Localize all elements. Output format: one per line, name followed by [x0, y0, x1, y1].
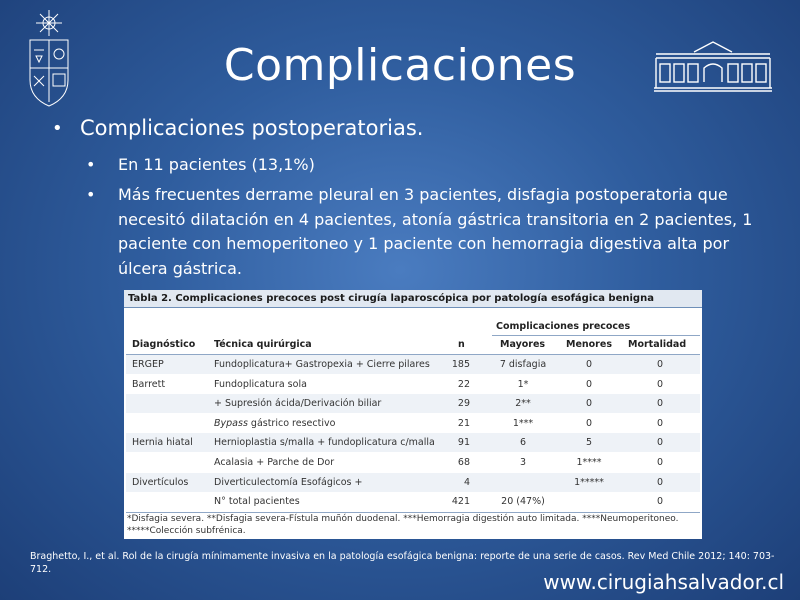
table-cell-mortalidad: 0 [656, 496, 664, 508]
sub-bullet-text: Más frecuentes derrame pleural en 3 pacientes, disfagia postoperatoria que necesitó dilatación en 4 pacientes, atonía gástrica transitoria en 2 pacientes, 1 paciente con hemoperitoneo y 1 paciente con hemorragia digestiva alta por úlcera gástrica. [118, 185, 753, 278]
tecnica-text: Acalasia + Parche de Dor [214, 457, 335, 468]
table-cell-mortalidad: 0 [656, 359, 664, 370]
tecnica-text: Diverticulectomía Esofágicos + [214, 476, 363, 488]
table-cell-n: 4 [463, 476, 470, 488]
header-menores: Menores [566, 339, 612, 350]
complications-table [124, 290, 702, 539]
table-cell-dx: Barrett [132, 378, 166, 390]
bottom-rule [126, 512, 700, 513]
table-cell-menores: 1**** [576, 457, 602, 468]
tecnica-text: N° total pacientes [214, 496, 300, 508]
table-cell-tecnica [214, 453, 334, 472]
slide-title: Complicaciones [223, 40, 577, 91]
table-cell-tecnica [214, 414, 335, 433]
table-cell-mortalidad: 0 [656, 457, 664, 468]
table-cell-menores: 0 [585, 398, 593, 410]
header-n: n [458, 339, 465, 350]
table-cell-tecnica [214, 355, 430, 374]
main-bullet-text: Complicaciones postoperatorias. [80, 116, 424, 140]
table-cell-mortalidad: 0 [656, 378, 664, 390]
table-cell-n: 91 [457, 437, 470, 449]
table-cell-mayores: 3 [519, 457, 527, 468]
footnote: *Disfagia severa. **Disfagia severa-Fístula muñón duodenal. ***Hemorragia digestión auto limitada. ****Neumoperitoneo. [127, 514, 679, 524]
header-diagnostico: Diagnóstico [132, 339, 196, 350]
table-cell-tecnica [214, 473, 362, 492]
table-cell-dx: ERGEP [132, 359, 164, 370]
table-cell-n: 21 [457, 417, 470, 429]
table-cell-n: 22 [457, 378, 470, 390]
table-cell-tecnica [214, 492, 300, 511]
bullet-symbol: • [86, 155, 96, 174]
table-cell-mayores: 6 [519, 437, 527, 449]
table-cell-n: 185 [451, 359, 470, 370]
table-cell-menores: 0 [585, 359, 593, 370]
table-cell-tecnica [214, 375, 307, 394]
sub-bullet-text: En 11 pacientes (13,1%) [118, 155, 315, 174]
table-cell-mortalidad: 0 [656, 398, 664, 410]
citation: Braghetto, I., et al. Rol de la cirugía mínimamente invasiva en la patología esofágica benigna: reporte de una serie de casos. Rev Med Chile 2012; 140: 703-712. [30, 551, 775, 575]
table-cell-dx: Hernia hiatal [132, 437, 193, 449]
table-cell-menores: 1***** [574, 476, 604, 488]
tecnica-text: Hernioplastia s/malla + fundoplicatura c/malla [214, 437, 435, 449]
website-url: www.cirugiahsalvador.cl [543, 570, 784, 594]
table-cell-mayores: 7 disfagia [499, 359, 547, 370]
table-cell-dx: Divertículos [132, 476, 189, 488]
table-cell-mortalidad: 0 [656, 437, 664, 449]
table-cell-menores: 0 [585, 417, 593, 429]
table-cell-menores: 5 [585, 437, 593, 449]
table-cell-mayores: 2** [515, 398, 531, 410]
bullet-symbol: • [86, 185, 96, 204]
header-tecnica: Técnica quirúrgica [214, 339, 312, 350]
table-cell-mayores: 1*** [512, 417, 534, 429]
tecnica-text: Fundoplicatura+ Gastropexia + Cierre pilares [214, 359, 430, 370]
tecnica-text: + Supresión ácida/Derivación biliar [214, 398, 382, 410]
table-cell-tecnica [214, 394, 381, 413]
table-cell-n: 421 [451, 496, 470, 508]
table-cell-mayores: 1* [517, 378, 529, 390]
table-cell-n: 68 [457, 457, 470, 468]
table-cell-menores: 0 [585, 378, 593, 390]
table-cell-tecnica [214, 433, 435, 452]
tecnica-text: gástrico resectivo [247, 417, 336, 429]
tecnica-text: Fundoplicatura sola [214, 378, 307, 390]
table-cell-mortalidad: 0 [656, 417, 664, 429]
table-cell-mortalidad: 0 [656, 476, 664, 488]
table-cell-mayores: 20 (47%) [501, 496, 545, 508]
table-cell-n: 29 [457, 398, 470, 410]
header-mortalidad: Mortalidad [628, 339, 687, 350]
footnote: *****Colección subfrénica. [127, 526, 246, 536]
bullet-symbol: • [52, 118, 63, 139]
group-header: Complicaciones precoces [496, 321, 631, 332]
tecnica-italic-text: Bypass [214, 417, 248, 429]
table-title: Tabla 2. Complicaciones precoces post cirugía laparoscópica por patología esofágica benigna [124, 290, 702, 308]
header-mayores: Mayores [500, 339, 546, 350]
